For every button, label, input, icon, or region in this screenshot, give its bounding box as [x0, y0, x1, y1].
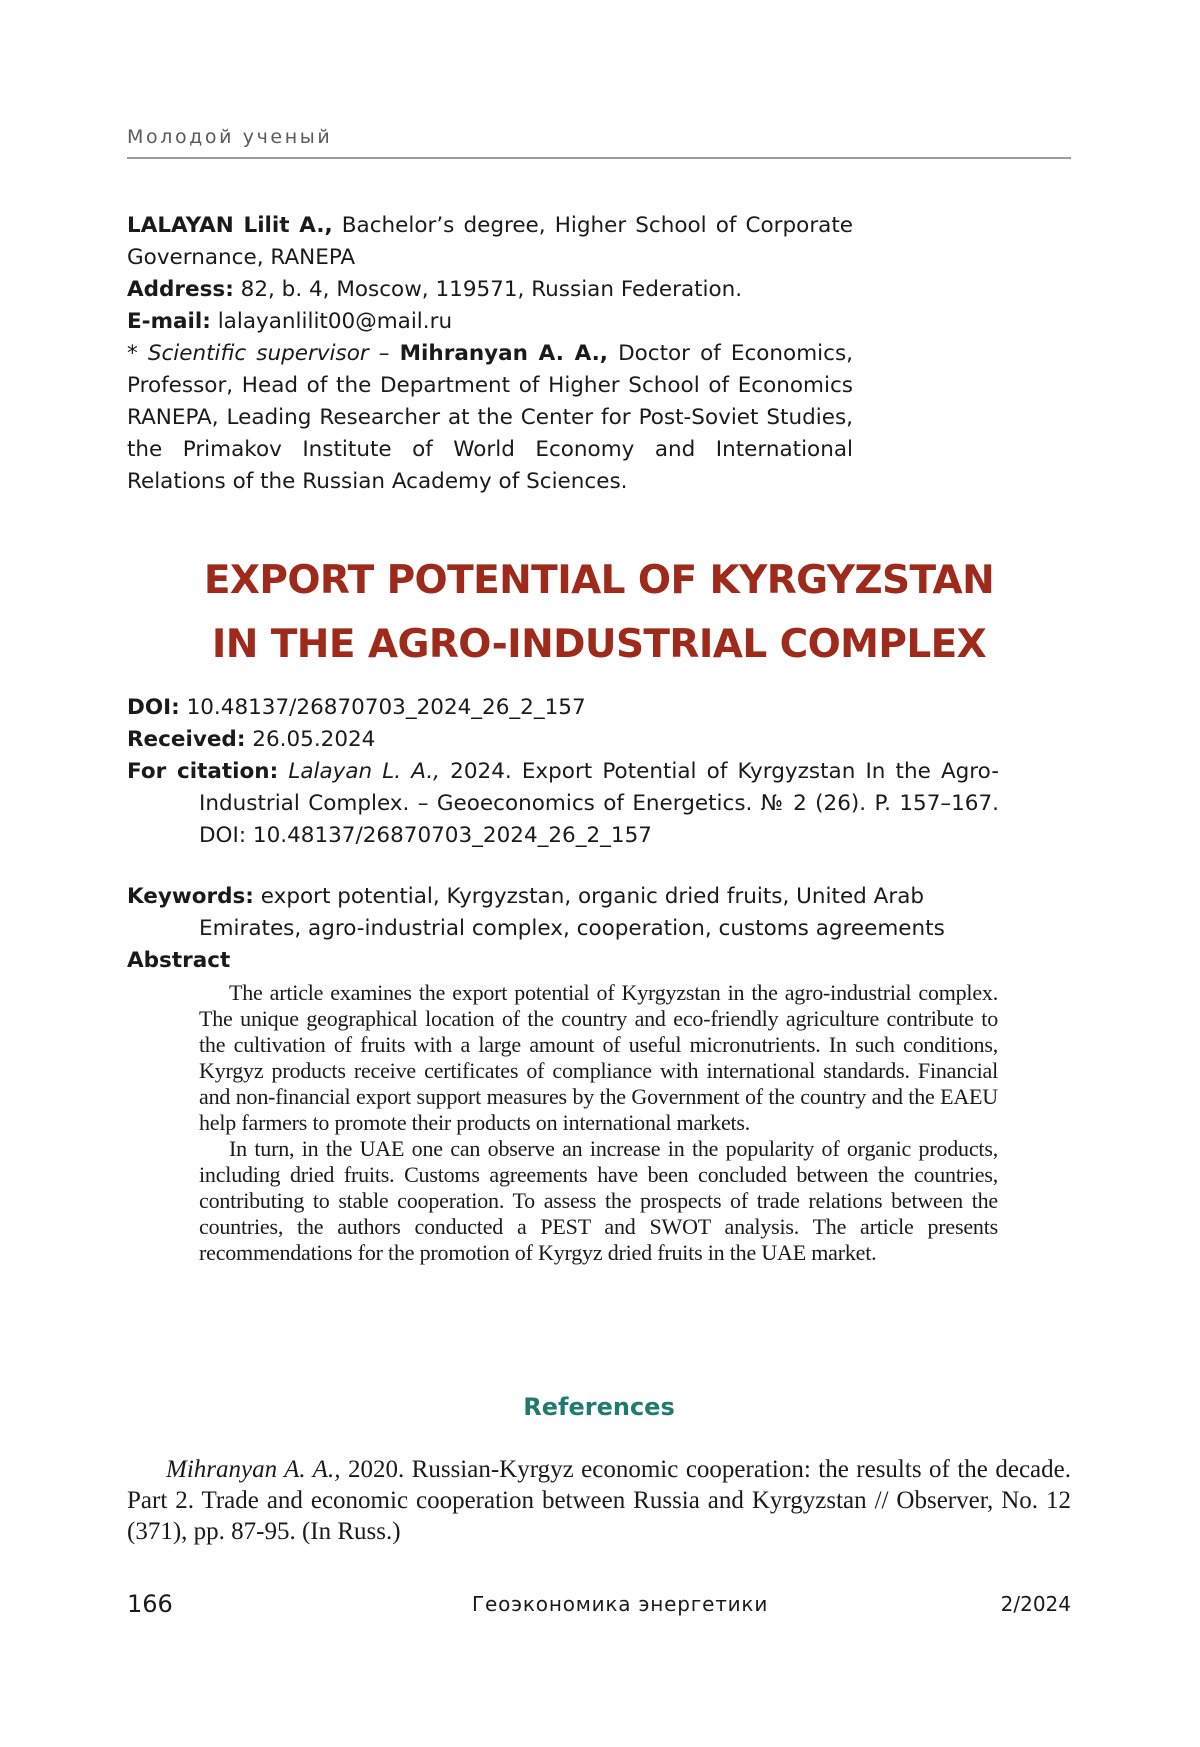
abstract-paragraph-2: In turn, in the UAE one can observe an increase in the popularity of organic products, including dried fruits. Customs agreements have been concluded between the countries, contributing to stable cooperation. To assess the prospects of trade relations between the countries, the authors conducted a PEST and SWOT analysis. The article presents recommendations for the promotion of Kyrgyz dried fruits in the UAE market.: [199, 1136, 998, 1265]
address-value: 82, b. 4, Moscow, 119571, Russian Federation.: [240, 277, 743, 302]
citation-label: For citation:: [127, 759, 279, 784]
abstract-body: [199, 980, 998, 1266]
title-line-1: EXPORT POTENTIAL OF KYRGYZSTAN: [203, 558, 995, 603]
email-value[interactable]: lalayanlilit00@mail.ru: [217, 309, 453, 334]
article-title: [127, 549, 1071, 677]
author-affiliation: [127, 210, 853, 274]
author-info: [127, 210, 853, 498]
supervisor-name: Mihranyan A. A.,: [399, 341, 608, 366]
references-heading: References: [523, 1393, 675, 1421]
address-label: Address:: [127, 277, 234, 302]
keywords-text: export potential, Kyrgyzstan, organic dried fruits, United Arab Emirates, agro-industrial complex, cooperation, customs agreements: [199, 884, 945, 941]
received-value: 26.05.2024: [252, 727, 376, 752]
received-label: Received:: [127, 727, 246, 752]
author-position: Bachelor’s degree, Higher School of Corporate Governance, RANEPA: [127, 213, 853, 270]
email-label: E-mail:: [127, 309, 211, 334]
keywords: [127, 881, 999, 945]
journal-name: Геоэкономика энергетики: [472, 1592, 769, 1616]
title-line-2: IN THE AGRO-INDUSTRIAL COMPLEX: [211, 622, 987, 667]
author-name: LALAYAN Lilit A.,: [127, 213, 333, 238]
reference-author: Mihranyan A. A.,: [166, 1456, 341, 1483]
doi-value[interactable]: 10.48137/26870703_2024_26_2_157: [186, 695, 586, 720]
header-divider: [127, 157, 1071, 159]
keywords-label: Keywords:: [127, 884, 254, 909]
abstract-paragraph-1: The article examines the export potential of Kyrgyzstan in the agro-industrial complex. The unique geographical location of the country and eco-friendly agriculture contribute to the cultivation of fruits with a large amount of useful micronutrients. In such conditions, Kyrgyz products receive certificates of compliance with international standards. Financial and non-financial export support measures by the Government of the country and the EAEU help farmers to promote their products on international markets.: [199, 980, 998, 1135]
doi-row: [127, 692, 999, 724]
article-metadata: [127, 692, 999, 852]
supervisor-details: Doctor of Economics, Professor, Head of the Department of Higher School of Economics RANEPA, Leading Researcher at the Center for Post-Soviet Studies, the Primakov Institute of World Economy and International Relations of the Russian Academy of Sciences.: [127, 341, 853, 494]
citation-text: 2024. Export Potential of Kyrgyzstan In the Agro-Industrial Complex. – Geoeconomics of Energetics. № 2 (26). P. 157–167. DOI: 10.48137/26870703_2024_26_2_157: [199, 759, 999, 848]
citation-row: [127, 756, 999, 852]
abstract-heading: Abstract: [127, 948, 231, 973]
supervisor-label: * Scientific supervisor –: [127, 341, 390, 366]
page-number: 166: [127, 1590, 173, 1618]
running-head: Молодой ученый: [127, 126, 333, 148]
received-row: [127, 724, 999, 756]
reference-item: [127, 1454, 1071, 1547]
citation-author: Lalayan L. A.,: [288, 759, 441, 784]
supervisor-info: [127, 338, 853, 498]
author-email: [127, 306, 853, 338]
issue-number: 2/2024: [1000, 1592, 1071, 1616]
author-address: [127, 274, 853, 306]
doi-label: DOI:: [127, 695, 180, 720]
reference-text: 2020. Russian-Kyrgyz economic cooperation: the results of the decade. Part 2. Trade and economic cooperation between Russia and Kyrgyzstan // Observer, No. 12 (371), pp. 87-95. (In Russ.): [127, 1456, 1071, 1545]
